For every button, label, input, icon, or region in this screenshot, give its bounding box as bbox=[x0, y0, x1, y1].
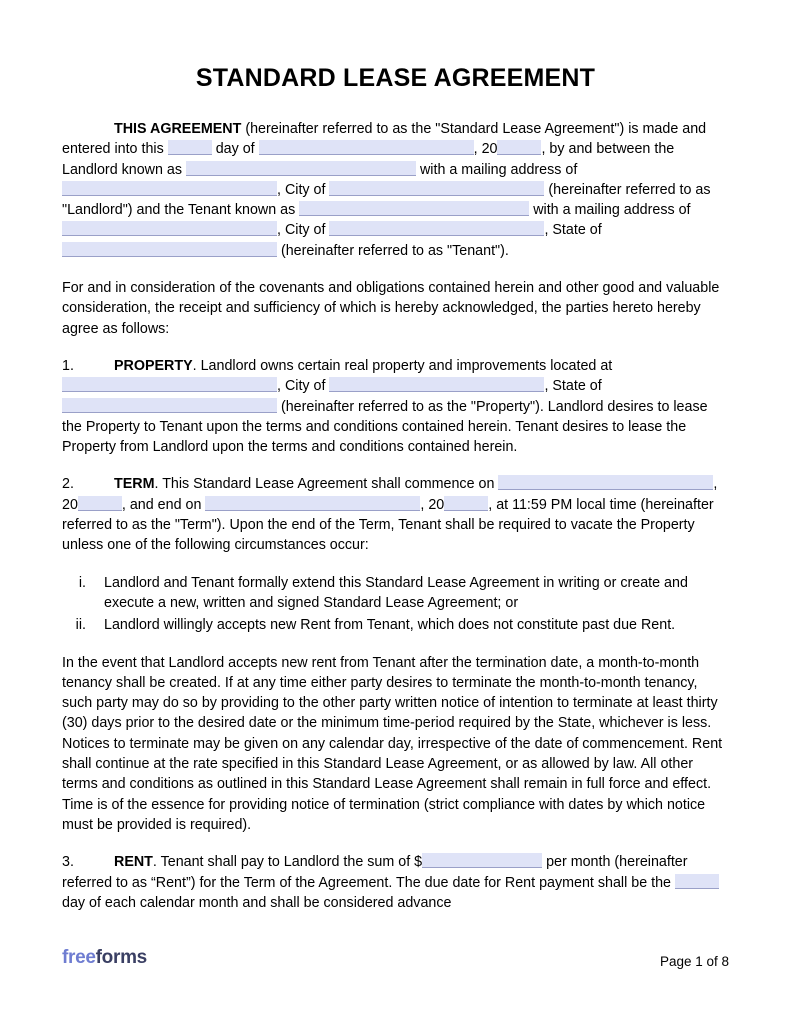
term-text-3: , and end on bbox=[121, 496, 206, 513]
section-heading-rent: RENT bbox=[114, 854, 153, 871]
intro-text-1: (hereinafter referred to as the "Standard Lease Agreement") is made and entered into this bbox=[62, 121, 707, 158]
rent-text-2: per month (hereinafter referred to as “Rent”) for the Term of the Agreement. The due date for Rent payment shall be the bbox=[62, 854, 688, 891]
list-marker-i: i. bbox=[78, 574, 86, 591]
blank-rent-amount[interactable] bbox=[422, 853, 542, 868]
blank-tenant-city[interactable] bbox=[329, 221, 544, 236]
property-text-2: , City of bbox=[277, 378, 330, 395]
consideration-paragraph: For and in consideration of the covenants and obligations contained herein and other good and valuable consideration, the receipt and sufficiency of which is hereby acknowledged, the parties hereto hereby agree as follows: bbox=[62, 280, 720, 337]
list-text-i: Landlord and Tenant formally extend this Standard Lease Agreement in writing or create and execute a new, written and signed Standard Lease Agreement; or bbox=[104, 574, 688, 611]
blank-property-state[interactable] bbox=[62, 398, 277, 413]
blank-property-city[interactable] bbox=[329, 377, 544, 392]
blank-landlord-city[interactable] bbox=[329, 181, 544, 196]
term-text-5: , at 11:59 PM local time (hereinafter referred to as the "Term"). Upon the end of the Term, Tenant shall be required to vacate the Property unless one of the following circumstances occur: bbox=[62, 496, 714, 554]
term-text-4: , 20 bbox=[420, 496, 445, 513]
property-text-4: (hereinafter referred to as the "Property"). Landlord desires to lease the Property to Tenant upon the terms and conditions contained herein. Tenant desires to lease the Property from Landlord upon the terms and conditions contained herein. bbox=[62, 398, 708, 456]
logo-forms-text: forms bbox=[95, 947, 147, 968]
blank-tenant-address[interactable] bbox=[62, 221, 277, 236]
intro-text-7: (hereinafter referred to as "Landlord") and the Tenant known as bbox=[62, 181, 711, 219]
section-heading-term: TERM bbox=[114, 476, 155, 493]
list-marker-ii: ii. bbox=[75, 617, 86, 634]
section-number-1: 1. bbox=[62, 357, 74, 374]
blank-property-address[interactable] bbox=[62, 377, 277, 392]
intro-lead: THIS AGREEMENT bbox=[114, 121, 242, 137]
term-text-2: , 20 bbox=[62, 476, 718, 513]
intro-paragraph bbox=[62, 119, 729, 261]
page-footer bbox=[62, 947, 729, 969]
property-text-3: , State of bbox=[544, 378, 602, 395]
month-to-month-paragraph: In the event that Landlord accepts new rent from Tenant after the termination date, a month-to-month tenancy shall be created. If at any time either party desires to terminate the month-to-month tenancy, such party may do so by providing to the other party written notice of intention to terminate at least thirty (30) days prior to the desired date or the minimum time-period required by the State, whichever is less. Notices to terminate may be given on any calendar day, irrespective of the date of commencement. Rent shall continue at the rate specified in this Standard Lease Agreement, or as allowed by law. All other terms and conditions as outlined in this Standard Lease Agreement shall remain in full force and effect. Time is of the essence for providing notice of termination (strict compliance with dates by which notice must be provided is required). bbox=[62, 654, 723, 833]
blank-tenant-name[interactable] bbox=[299, 201, 529, 216]
list-item bbox=[62, 573, 729, 614]
section-property bbox=[62, 356, 729, 457]
blank-term-start-date[interactable] bbox=[498, 475, 713, 490]
blank-landlord-name[interactable] bbox=[186, 161, 416, 176]
term-text-1: . This Standard Lease Agreement shall commence on bbox=[154, 476, 499, 493]
intro-text-9: , City of bbox=[277, 222, 330, 239]
intro-text-8: with a mailing address of bbox=[529, 202, 691, 219]
intro-text-5: with a mailing address of bbox=[416, 161, 578, 178]
term-circumstances-list bbox=[62, 573, 729, 636]
intro-text-6: , City of bbox=[277, 181, 330, 198]
blank-tenant-state[interactable] bbox=[62, 242, 277, 257]
property-text-1: . Landlord owns certain real property and improvements located at bbox=[192, 357, 613, 374]
list-item bbox=[62, 615, 729, 635]
intro-text-10: , State of bbox=[544, 222, 602, 239]
page-number: Page 1 of 8 bbox=[659, 954, 729, 969]
list-text-ii: Landlord willingly accepts new Rent from Tenant, which does not constitute past due Rent. bbox=[104, 617, 676, 634]
blank-term-end-date[interactable] bbox=[205, 496, 420, 511]
intro-text-4: , by and between the Landlord known as bbox=[62, 141, 675, 178]
blank-day[interactable] bbox=[168, 140, 212, 155]
blank-year[interactable] bbox=[497, 140, 541, 155]
logo-free-text: free bbox=[62, 947, 96, 968]
section-rent bbox=[62, 852, 729, 913]
intro-text-3: , 20 bbox=[473, 141, 498, 158]
blank-term-start-year[interactable] bbox=[78, 496, 122, 511]
blank-rent-due-day[interactable] bbox=[675, 874, 719, 889]
intro-text-2: day of bbox=[211, 141, 259, 158]
section-term bbox=[62, 474, 729, 555]
section-number-2: 2. bbox=[62, 476, 74, 493]
blank-month[interactable] bbox=[259, 140, 474, 155]
intro-text-11: (hereinafter referred to as "Tenant"). bbox=[277, 242, 509, 259]
section-heading-property: PROPERTY bbox=[114, 357, 193, 374]
freeforms-logo bbox=[62, 947, 147, 969]
page-title: STANDARD LEASE AGREEMENT bbox=[195, 64, 596, 92]
blank-landlord-address[interactable] bbox=[62, 181, 277, 196]
section-number-3: 3. bbox=[62, 854, 74, 871]
blank-term-end-year[interactable] bbox=[444, 496, 488, 511]
rent-text-3: day of each calendar month and shall be considered advance bbox=[62, 894, 452, 911]
rent-text-1: . Tenant shall pay to Landlord the sum of $ bbox=[152, 854, 423, 871]
